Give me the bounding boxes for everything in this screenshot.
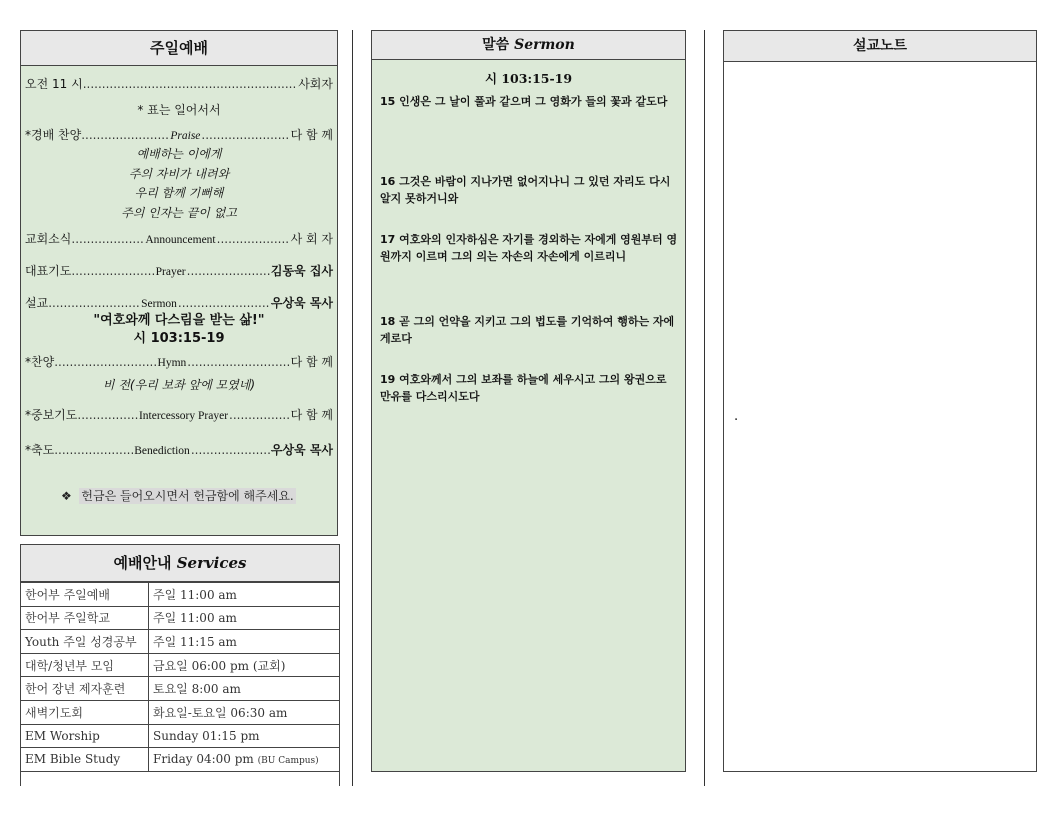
sermon-en: Sermon <box>141 298 177 310</box>
service-name: EM Bible Study <box>21 748 149 772</box>
service-name: 대학/청년부 모임 <box>21 653 149 677</box>
sermon-label: 설교 <box>25 296 49 310</box>
worship-leader: 사회자 <box>298 77 333 91</box>
intercessory-label: *중보기도 <box>25 408 78 422</box>
service-row <box>21 630 339 654</box>
service-time-text: 토요일 8:00 am <box>153 682 241 697</box>
offering-text: 헌금은 들어오시면서 헌금함에 해주세요. <box>81 489 294 503</box>
sermon-who: 우상욱 목사 <box>270 296 334 310</box>
hymn-who: 다 함 께 <box>290 355 333 369</box>
service-time <box>149 606 340 630</box>
prayer-label: 대표기도 <box>25 264 72 278</box>
service-name: EM Worship <box>21 724 149 748</box>
sermon-ref: 시 103:15-19 <box>133 331 225 346</box>
services-panel <box>20 544 340 786</box>
announcement-row <box>25 230 333 247</box>
praise-who: 다 함 께 <box>290 128 333 142</box>
notes-title: 설교노트 <box>724 31 1036 62</box>
worship-time-row <box>25 75 333 92</box>
service-time <box>149 700 340 724</box>
praise-en: Praise <box>170 130 201 142</box>
benediction-row <box>25 441 333 458</box>
intercessory-row <box>25 406 333 423</box>
worship-time: 오전 11 시 <box>25 77 83 91</box>
praise-lyrics <box>21 145 337 223</box>
intercessory-en: Intercessory Prayer <box>138 410 229 422</box>
services-title <box>21 545 339 582</box>
service-time-text: 주일 11:15 am <box>153 634 237 649</box>
column-divider-2 <box>704 30 705 786</box>
service-time <box>149 630 340 654</box>
announcement-who: 사 회 자 <box>290 232 334 246</box>
prayer-row <box>25 262 333 279</box>
service-row <box>21 724 339 748</box>
service-row <box>21 583 339 607</box>
service-name: 새벽기도회 <box>21 700 149 724</box>
service-name: Youth 주일 성경공부 <box>21 630 149 654</box>
hymn-label: *찬양 <box>25 355 55 369</box>
scripture-reference: 시 103:15-19 <box>484 71 573 86</box>
prayer-who: 김동욱 집사 <box>270 264 333 278</box>
intercessory-who: 다 함 께 <box>290 408 333 422</box>
sermon-title: "여호와께 다스림을 받는 삶!" <box>93 313 265 328</box>
worship-order-panel <box>20 30 338 536</box>
service-time <box>149 653 340 677</box>
service-time-text: Sunday 01:15 pm <box>153 728 260 743</box>
service-row <box>21 653 339 677</box>
hymn-title: 비 전(우리 보좌 앞에 모였네) <box>102 378 256 392</box>
verse-15: 15 인생은 그 날이 풀과 같으며 그 영화가 들의 꽃과 같도다 <box>380 95 668 108</box>
sermon-notes-panel <box>723 30 1037 772</box>
sermon-header-ko: 말씀 <box>482 37 510 53</box>
verse-16: 16 그것은 바람이 지나가면 없어지나니 그 있던 자리도 다시 알지 못하거니와 <box>380 175 671 205</box>
verse-18: 18 곧 그의 언약을 지키고 그의 법도를 기억하여 행하는 자에게로다 <box>380 315 675 345</box>
service-location: (BU Campus) <box>257 756 319 767</box>
announcement-en: Announcement <box>145 234 216 246</box>
service-time-text: 화요일-토요일 06:30 am <box>153 705 288 720</box>
services-title-en: Services <box>176 554 247 572</box>
service-time-text: Friday 04:00 pm <box>153 752 254 767</box>
lyric-line: 우리 함께 기뻐해 <box>134 186 224 200</box>
service-time <box>149 724 340 748</box>
lyric-line: 주의 자비가 내려와 <box>128 166 230 181</box>
announcement-label: 교회소식 <box>25 232 72 246</box>
lyric-line: 주의 인자는 끝이 없고 <box>121 205 237 220</box>
hymn-en: Hymn <box>157 357 187 369</box>
column-divider-1 <box>352 30 353 786</box>
service-row <box>21 606 339 630</box>
standing-note: * 표는 일어서서 <box>137 103 221 117</box>
offering-note <box>61 487 296 504</box>
service-name: 한어부 주일학교 <box>21 606 149 630</box>
service-row <box>21 748 339 772</box>
benediction-en: Benediction <box>134 445 190 457</box>
services-table <box>21 582 339 772</box>
services-title-ko: 예배안내 <box>113 554 172 572</box>
service-time-text: 금요일 06:00 pm (교회) <box>153 658 286 673</box>
notes-mark: . <box>734 409 739 424</box>
praise-row <box>25 126 333 143</box>
service-time <box>149 583 340 607</box>
service-time-text: 주일 11:00 am <box>153 587 237 602</box>
sermon-header-en: Sermon <box>514 37 575 53</box>
service-name: 한어 장년 제자훈련 <box>21 677 149 701</box>
worship-title: 주일예배 <box>21 31 337 66</box>
service-time <box>149 677 340 701</box>
service-name: 한어부 주일예배 <box>21 583 149 607</box>
sermon-panel <box>371 30 686 772</box>
sermon-row <box>25 294 333 311</box>
benediction-label: *축도 <box>25 443 55 457</box>
service-row <box>21 700 339 724</box>
service-time-text: 주일 11:00 am <box>153 611 237 626</box>
service-time <box>149 748 340 772</box>
verse-17: 17 여호와의 인자하심은 자기를 경외하는 자에게 영원부터 영원까지 이르며 그의 의는 자손의 자손에게 이르리니 <box>380 233 678 263</box>
sermon-header <box>372 31 685 60</box>
verse-19: 19 여호와께서 그의 보좌를 하늘에 세우시고 그의 왕권으로 만유를 다스리시도다 <box>380 373 667 403</box>
service-row <box>21 677 339 701</box>
lyric-line: 예배하는 이에게 <box>136 147 222 161</box>
benediction-who: 우상욱 목사 <box>270 443 333 457</box>
bullet-icon: ❖ <box>61 489 72 503</box>
prayer-en: Prayer <box>155 266 186 278</box>
hymn-row <box>25 353 333 370</box>
praise-label: *경배 찬양 <box>25 128 82 142</box>
